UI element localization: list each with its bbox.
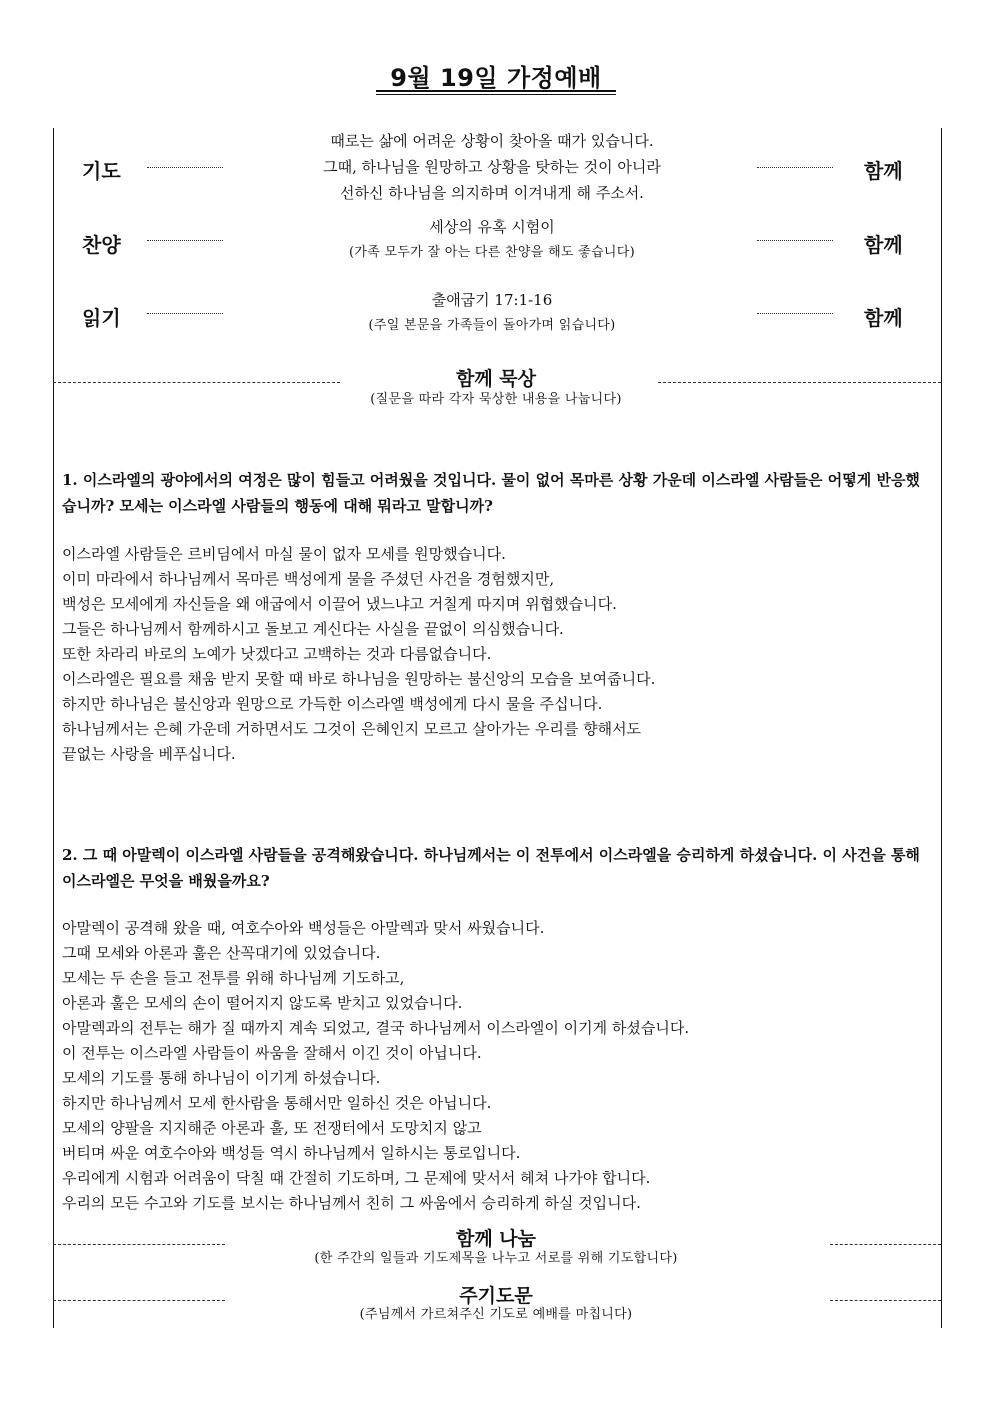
reading-together-label: 함께 [864,306,903,330]
frame-left-border [53,128,54,1328]
sharing-heading: 함께 나눔 [455,1228,537,1250]
title-underline-thin [376,94,616,95]
prayer-line-1: 때로는 삶에 어려운 상황이 찾아올 때가 있습니다. [330,132,654,150]
praise-text [230,214,754,266]
answer-2-line: 버티며 싸운 여호수아와 백성들 역시 하나님께서 일하시는 통로입니다. [62,1144,521,1162]
answer-2-line: 모세의 양팔을 지지해준 아론과 훌, 또 전쟁터에서 도망치지 않고 [62,1119,482,1137]
prayer-leader-dots-left [147,167,223,168]
reading-leader-dots-left [147,313,223,314]
answer-2-line: 하지만 하나님께서 모세 한사람을 통해서만 일하신 것은 아닙니다. [62,1094,492,1112]
prayer-line-3: 선하신 하나님을 의지하며 이겨내게 해 주소서. [340,184,644,202]
reading-text [230,287,754,339]
meditation-heading: 함께 묵상 [455,368,537,390]
answer-2 [62,916,934,1216]
answer-2-line: 우리의 모든 수고와 기도를 보시는 하나님께서 친히 그 싸움에서 승리하게 하실 것입니다. [62,1194,641,1212]
praise-song-title: 세상의 유혹 시험이 [429,218,555,236]
title-underline [376,90,616,92]
answer-2-line: 아론과 훌은 모세의 손이 떨어지지 않도록 받치고 있었습니다. [62,994,463,1012]
reading-label: 읽기 [82,306,121,330]
answer-1-line: 하나님께서는 은혜 가운데 거하면서도 그것이 은혜인지 모르고 살아가는 우리를 향해서도 [62,720,642,738]
praise-leader-dots-right [757,240,833,241]
answer-2-line: 아말렉과의 전투는 해가 질 때까지 계속 되었고, 결국 하나님께서 이스라엘이 이기게 하셨습니다. [62,1019,690,1037]
answer-2-line: 아말렉이 공격해 왔을 때, 여호수아와 백성들은 아말렉과 맞서 싸웠습니다. [62,919,545,937]
lords-prayer-heading: 주기도문 [459,1285,533,1307]
prayer-leader-dots-right [757,167,833,168]
reading-note: (주일 본문을 가족들이 돌아가며 읽습니다) [368,318,616,333]
answer-2-line: 그때 모세와 아론과 훌은 산꼭대기에 있었습니다. [62,944,381,962]
reading-leader-dots-right [757,313,833,314]
answer-1-line: 이스라엘 사람들은 르비딤에서 마실 물이 없자 모세를 원망했습니다. [62,545,506,563]
lords-prayer-subtitle: (주님께서 가르쳐주신 기도로 예배를 마칩니다) [359,1307,633,1322]
sharing-divider-right [830,1244,941,1245]
page-title: 9월 19일 가정예배 [390,64,602,92]
answer-2-line: 우리에게 시험과 어려움이 닥칠 때 간절히 기도하며, 그 문제에 맞서서 헤쳐 나가야 합니다. [62,1169,651,1187]
answer-2-line: 이 전투는 이스라엘 사람들이 싸움을 잘해서 이긴 것이 아닙니다. [62,1044,482,1062]
lords-prayer-divider-right [830,1300,941,1301]
answer-1-line: 백성은 모세에게 자신들을 왜 애굽에서 이끌어 냈느냐고 거칠게 따지며 위협했습니다. [62,595,617,613]
answer-1-line: 그들은 하나님께서 함께하시고 돌보고 계신다는 사실을 끝없이 의심했습니다. [62,620,564,638]
answer-1-line: 또한 차라리 바로의 노예가 낫겠다고 고백하는 것과 다름없습니다. [62,645,492,663]
question-1: 1. 이스라엘의 광야에서의 여정은 많이 힘들고 어려웠을 것입니다. 물이 없어 목마른 상황 가운데 이스라엘 사람들은 어떻게 반응했습니까? 모세는 이스라엘 사람들의 행동에 대해 뭐라고 말합니까? [62,471,920,515]
prayer-text [230,128,754,206]
answer-1-line: 끝없는 사랑을 베푸십니다. [62,745,236,763]
answer-2-line: 모세의 기도를 통해 하나님이 이기게 하셨습니다. [62,1069,381,1087]
praise-label: 찬양 [82,233,121,257]
meditation-divider-right [658,382,941,383]
praise-together-label: 함께 [864,233,903,257]
answer-2-line: 모세는 두 손을 들고 전투를 위해 하나님께 기도하고, [62,969,405,987]
answer-1 [62,542,934,767]
answer-1-line: 이미 마라에서 하나님께서 목마른 백성에게 물을 주셨던 사건을 경험했지만, [62,570,555,588]
reading-passage: 출애굽기 17:1-16 [431,291,553,309]
praise-leader-dots-left [147,240,223,241]
prayer-together-label: 함께 [864,159,903,183]
frame-right-border [941,128,942,1328]
prayer-line-2: 그때, 하나님을 원망하고 상황을 탓하는 것이 아니라 [323,158,661,176]
answer-1-line: 이스라엘은 필요를 채움 받지 못할 때 바로 하나님을 원망하는 불신앙의 모습을 보여줍니다. [62,670,656,688]
answer-1-line: 하지만 하나님은 불신앙과 원망으로 가득한 이스라엘 백성에게 다시 물을 주십니다. [62,695,603,713]
meditation-subtitle: (질문을 따라 각자 묵상한 내용을 나눕니다) [370,392,622,407]
praise-note: (가족 모두가 잘 아는 다른 찬양을 해도 좋습니다) [348,245,636,260]
question-2: 2. 그 때 아말렉이 이스라엘 사람들을 공격해왔습니다. 하나님께서는 이 전투에서 이스라엘을 승리하게 하셨습니다. 이 사건을 통해 이스라엘은 무엇을 배웠을까요? [62,846,920,890]
sharing-subtitle: (한 주간의 일들과 기도제목을 나누고 서로를 위해 기도합니다) [314,1251,678,1266]
prayer-label: 기도 [82,159,121,183]
